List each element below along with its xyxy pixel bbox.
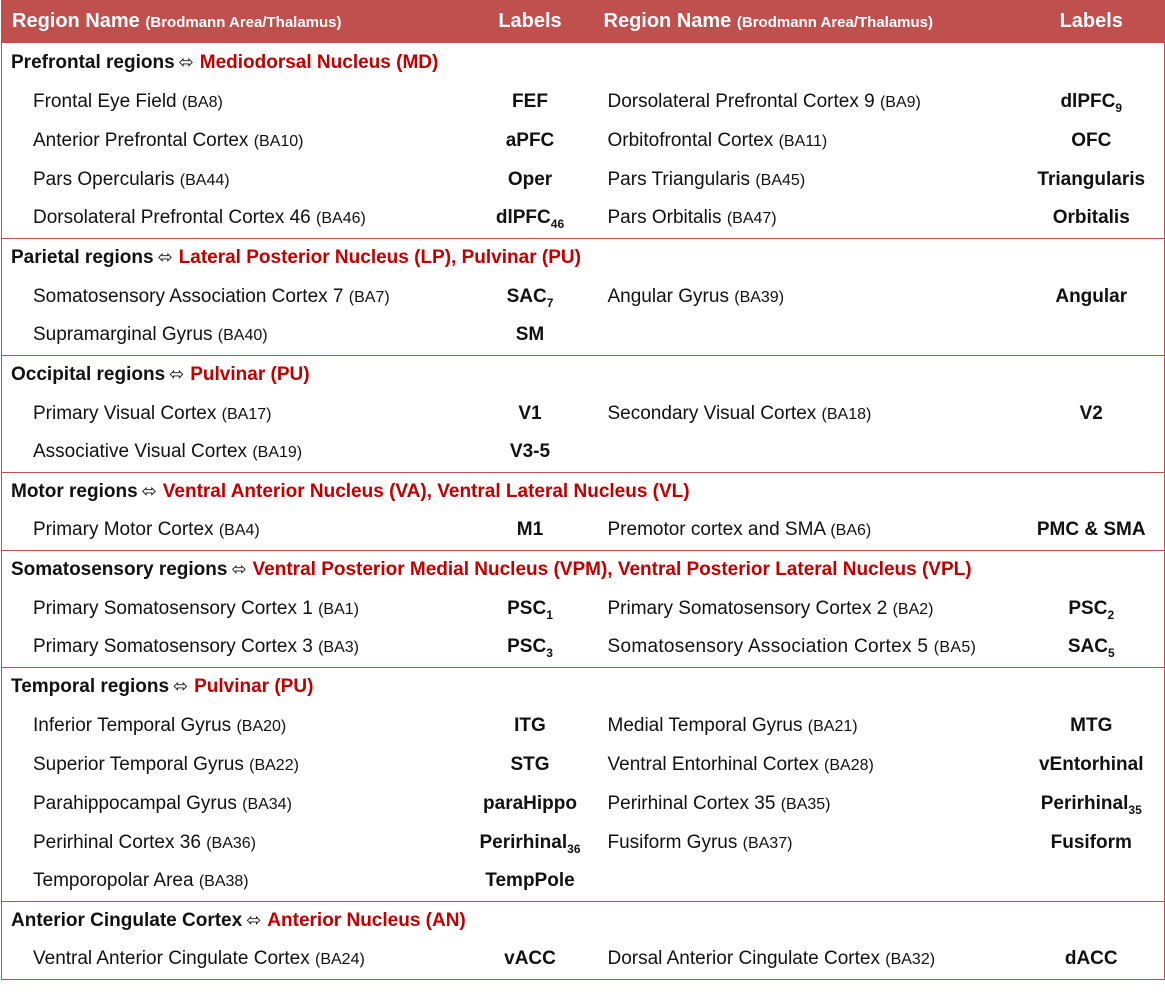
region-label-cell	[1019, 82, 1165, 121]
region-name: Dorsolateral Prefrontal Cortex 9	[607, 90, 880, 112]
region-name: Primary Motor Cortex	[33, 519, 219, 541]
region-label: dACC	[1064, 948, 1118, 970]
brodmann-area: (BA9)	[879, 93, 921, 111]
region-label-cell	[1019, 511, 1165, 550]
region-label: MTG	[1070, 714, 1113, 736]
group-title-cell	[2, 238, 1165, 277]
label-subscript: 9	[1115, 100, 1123, 115]
region-label: Perirhinal	[479, 831, 568, 853]
group-title-cell	[2, 472, 1165, 511]
region-name-cell	[594, 511, 1019, 550]
region-name-cell	[594, 628, 1019, 667]
label-subscript: 46	[550, 217, 565, 232]
table-row	[2, 706, 1165, 745]
region-name-cell	[594, 394, 1019, 433]
region-name-cell	[2, 316, 467, 355]
region-label: Orbitalis	[1052, 207, 1130, 229]
region-label-cell	[467, 121, 594, 160]
brodmann-area: (BA18)	[821, 405, 872, 423]
region-label-cell	[467, 511, 594, 550]
region-label: V2	[1079, 402, 1103, 424]
region-label-cell	[1019, 121, 1165, 160]
brodmann-area: (BA17)	[221, 405, 272, 423]
region-label: aPFC	[505, 129, 555, 151]
thalamic-nucleus: Pulvinar (PU)	[194, 675, 314, 697]
region-label: SAC	[506, 285, 547, 307]
region-label: PSC	[1068, 597, 1108, 619]
region-label-cell	[467, 706, 594, 745]
region-name: Pars Orbitalis	[607, 207, 727, 229]
region-label-cell	[1019, 628, 1165, 667]
group-header-row	[2, 667, 1165, 706]
brodmann-area: (BA7)	[348, 288, 390, 306]
region-label: V3-5	[509, 441, 551, 463]
group-header-row	[2, 43, 1165, 82]
region-name-cell	[2, 706, 467, 745]
region-label-cell	[1019, 862, 1165, 901]
brodmann-area: (BA19)	[252, 444, 303, 462]
thalamic-nucleus: Ventral Anterior Nucleus (VA), Ventral Lateral Nucleus (VL)	[162, 480, 690, 502]
region-name-cell	[594, 589, 1019, 628]
brodmann-area: (BA46)	[316, 210, 366, 228]
table-body	[2, 43, 1165, 979]
region-name: Primary Somatosensory Cortex 1	[33, 597, 319, 619]
group-header-row	[2, 355, 1165, 394]
region-label-cell	[467, 433, 594, 472]
label-subscript: 5	[1107, 646, 1115, 661]
region-label: Perirhinal	[1040, 792, 1129, 814]
region-name: Primary Somatosensory Cortex 2	[607, 597, 893, 619]
region-name-cell	[2, 394, 467, 433]
label-subscript: 7	[546, 295, 554, 310]
brodmann-area: (BA24)	[315, 951, 365, 969]
brodmann-thalamus-table	[1, 0, 1164, 980]
thalamic-nucleus: Ventral Posterior Medial Nucleus (VPM), Ventral Posterior Lateral Nucleus (VPL)	[252, 558, 972, 580]
region-name-cell	[594, 940, 1019, 979]
thalamic-nucleus: Pulvinar (PU)	[190, 363, 310, 385]
region-name: Superior Temporal Gyrus	[33, 753, 250, 775]
brodmann-area: (BA11)	[778, 132, 828, 150]
region-label-cell	[467, 82, 594, 121]
region-name: Secondary Visual Cortex	[607, 402, 822, 424]
region-label: PSC	[507, 597, 547, 619]
region-name: Somatosensory Association Cortex 5	[607, 636, 934, 658]
region-label: M1	[516, 519, 544, 541]
group-header-row	[2, 901, 1165, 940]
region-label: vEntorhinal	[1038, 753, 1144, 775]
group-title: Occipital regions	[11, 363, 166, 385]
brodmann-area: (BA3)	[318, 639, 359, 657]
region-name: Temporopolar Area	[33, 870, 199, 892]
table-row	[2, 628, 1165, 667]
region-name-cell	[2, 511, 467, 550]
region-name-cell	[2, 433, 467, 472]
region-label-cell	[1019, 823, 1165, 862]
region-table	[1, 0, 1165, 980]
brodmann-area: (BA2)	[892, 600, 934, 618]
region-name: Angular Gyrus	[607, 285, 735, 307]
region-name-cell	[2, 862, 467, 901]
region-label-cell	[467, 784, 594, 823]
region-name-cell	[594, 862, 1019, 901]
region-name-cell	[2, 940, 467, 979]
region-name: Parahippocampal Gyrus	[33, 792, 243, 814]
region-name: Pars Opercularis	[33, 168, 180, 190]
table-row	[2, 745, 1165, 784]
region-label: dlPFC	[1060, 90, 1116, 112]
label-subscript: 35	[1128, 802, 1142, 817]
brodmann-area: (BA22)	[249, 756, 299, 774]
region-label-cell	[1019, 589, 1165, 628]
header-labels-left: Labels	[498, 10, 562, 32]
region-name-cell	[594, 706, 1019, 745]
region-name-cell	[2, 121, 467, 160]
region-name: Somatosensory Association Cortex 7	[33, 285, 349, 307]
table-row	[2, 433, 1165, 472]
header-region-name-left: Region Name (Brodmann Area/Thalamus)	[12, 10, 342, 32]
region-label-cell	[1019, 316, 1165, 355]
thalamic-nucleus: Lateral Posterior Nucleus (LP), Pulvinar (PU)	[178, 246, 581, 268]
group-header-row	[2, 550, 1165, 589]
brodmann-area: (BA6)	[830, 522, 872, 540]
brodmann-area: (BA32)	[885, 951, 936, 969]
region-name-cell	[2, 745, 467, 784]
region-label: dlPFC	[495, 207, 551, 229]
region-label-cell	[467, 160, 594, 199]
brodmann-area: (BA5)	[933, 639, 977, 657]
brodmann-area: (BA20)	[236, 717, 287, 735]
region-label-cell	[1019, 940, 1165, 979]
region-name: Anterior Prefrontal Cortex	[33, 129, 254, 151]
region-name-cell	[594, 199, 1019, 238]
region-label-cell	[467, 277, 594, 316]
region-name-cell	[594, 160, 1019, 199]
region-label-cell	[1019, 745, 1165, 784]
region-label-cell	[1019, 784, 1165, 823]
region-label: TempPole	[485, 870, 575, 892]
brodmann-area: (BA39)	[734, 288, 785, 306]
region-name-cell	[594, 823, 1019, 862]
group-title: Motor regions	[11, 480, 138, 502]
group-title-cell	[2, 550, 1165, 589]
bidirectional-arrow-icon: ⬄	[231, 558, 247, 579]
region-label: Oper	[507, 168, 553, 190]
region-label-cell	[1019, 277, 1165, 316]
brodmann-area: (BA37)	[742, 834, 793, 852]
table-row	[2, 121, 1165, 160]
header-row	[2, 0, 1165, 43]
region-label: Angular	[1055, 285, 1128, 307]
region-label-cell	[1019, 394, 1165, 433]
region-label-cell	[1019, 433, 1165, 472]
region-label: SM	[515, 324, 545, 346]
region-name-cell	[2, 160, 467, 199]
brodmann-area: (BA36)	[206, 834, 256, 852]
region-label: OFC	[1071, 129, 1112, 151]
region-label: Triangularis	[1037, 168, 1146, 190]
region-name-cell	[2, 628, 467, 667]
region-name-cell	[594, 745, 1019, 784]
region-label-cell	[1019, 160, 1165, 199]
region-name-cell	[2, 277, 467, 316]
region-label-cell	[1019, 706, 1165, 745]
table-row	[2, 160, 1165, 199]
region-label-cell	[467, 394, 594, 433]
region-name-cell	[2, 82, 467, 121]
region-label-cell	[467, 940, 594, 979]
table-header	[2, 0, 1165, 43]
region-name: Pars Triangularis	[607, 168, 756, 190]
region-name: Ventral Anterior Cingulate Cortex	[33, 948, 315, 970]
region-name: Dorsolateral Prefrontal Cortex 46	[33, 207, 317, 229]
header-region-name-right: Region Name (Brodmann Area/Thalamus)	[603, 10, 934, 32]
region-name-cell	[594, 316, 1019, 355]
region-name: Premotor cortex and SMA	[607, 519, 831, 541]
brodmann-area: (BA21)	[807, 717, 858, 735]
brodmann-area: (BA40)	[217, 327, 268, 345]
brodmann-area: (BA34)	[242, 795, 292, 813]
table-row	[2, 589, 1165, 628]
thalamic-nucleus: Anterior Nucleus (AN)	[267, 909, 466, 931]
region-name: Perirhinal Cortex 36	[33, 831, 207, 853]
region-label-cell	[467, 745, 594, 784]
region-name: Perirhinal Cortex 35	[607, 792, 781, 814]
table-row	[2, 277, 1165, 316]
group-header-row	[2, 238, 1165, 277]
region-name: Primary Somatosensory Cortex 3	[33, 636, 319, 658]
table-row	[2, 940, 1165, 979]
region-label: ITG	[514, 714, 546, 736]
bidirectional-arrow-icon: ⬄	[178, 51, 194, 72]
thalamic-nucleus: Mediodorsal Nucleus (MD)	[199, 51, 439, 73]
region-name: Inferior Temporal Gyrus	[33, 714, 237, 736]
region-label-cell	[1019, 199, 1165, 238]
bidirectional-arrow-icon: ⬄	[141, 480, 157, 501]
region-label-cell	[467, 628, 594, 667]
region-label-cell	[467, 199, 594, 238]
region-name-cell	[594, 433, 1019, 472]
region-label: V1	[518, 402, 542, 424]
region-name-cell	[2, 199, 467, 238]
group-title: Prefrontal regions	[11, 51, 175, 73]
brodmann-area: (BA47)	[726, 210, 777, 228]
region-label: Fusiform	[1050, 831, 1132, 853]
region-name-cell	[594, 121, 1019, 160]
brodmann-area: (BA35)	[780, 795, 831, 813]
region-name: Orbitofrontal Cortex	[607, 129, 779, 151]
region-label: SAC	[1067, 636, 1108, 658]
region-label: paraHippo	[483, 792, 577, 814]
region-name-cell	[2, 823, 467, 862]
table-row	[2, 784, 1165, 823]
region-label: FEF	[512, 90, 548, 112]
table-row	[2, 82, 1165, 121]
group-title: Anterior Cingulate Cortex	[11, 909, 243, 931]
region-label-cell	[467, 862, 594, 901]
bidirectional-arrow-icon: ⬄	[173, 675, 189, 696]
region-label-cell	[467, 589, 594, 628]
label-subscript: 1	[546, 607, 553, 622]
region-label-cell	[467, 823, 594, 862]
region-name: Fusiform Gyrus	[607, 831, 743, 853]
bidirectional-arrow-icon: ⬄	[246, 909, 262, 930]
group-title-cell	[2, 667, 1165, 706]
group-title: Temporal regions	[11, 675, 170, 697]
region-name-cell	[594, 82, 1019, 121]
region-name: Medial Temporal Gyrus	[607, 714, 808, 736]
table-row	[2, 862, 1165, 901]
table-row	[2, 394, 1165, 433]
region-label: vACC	[504, 948, 556, 970]
region-name: Supramarginal Gyrus	[33, 324, 218, 346]
region-name: Primary Visual Cortex	[33, 402, 222, 424]
brodmann-area: (BA10)	[253, 132, 304, 150]
group-header-row	[2, 472, 1165, 511]
bidirectional-arrow-icon: ⬄	[157, 246, 173, 267]
group-title-cell	[2, 355, 1165, 394]
table-row	[2, 511, 1165, 550]
region-label: PSC	[507, 636, 547, 658]
table-row	[2, 199, 1165, 238]
group-title-cell	[2, 43, 1165, 82]
brodmann-area: (BA8)	[181, 93, 223, 111]
region-name: Frontal Eye Field	[33, 90, 182, 112]
label-subscript: 36	[567, 841, 581, 856]
region-label-cell	[467, 316, 594, 355]
group-title: Somatosensory regions	[11, 558, 228, 580]
brodmann-area: (BA38)	[198, 873, 249, 891]
region-name-cell	[594, 277, 1019, 316]
brodmann-area: (BA1)	[318, 600, 359, 618]
group-title-cell	[2, 901, 1165, 940]
table-row	[2, 823, 1165, 862]
brodmann-area: (BA45)	[755, 171, 806, 189]
label-subscript: 3	[546, 646, 553, 661]
region-name: Associative Visual Cortex	[33, 441, 253, 463]
bidirectional-arrow-icon: ⬄	[169, 363, 185, 384]
table-row	[2, 316, 1165, 355]
group-title: Parietal regions	[11, 246, 154, 268]
region-name-cell	[594, 784, 1019, 823]
region-name-cell	[2, 784, 467, 823]
region-label: STG	[510, 753, 550, 775]
region-name-cell	[2, 589, 467, 628]
brodmann-area: (BA28)	[824, 756, 874, 774]
region-name: Ventral Entorhinal Cortex	[607, 753, 825, 775]
header-labels-right: Labels	[1059, 10, 1123, 32]
label-subscript: 2	[1107, 607, 1115, 622]
region-name: Dorsal Anterior Cingulate Cortex	[607, 948, 886, 970]
region-label: PMC & SMA	[1036, 519, 1146, 541]
brodmann-area: (BA4)	[218, 522, 260, 540]
brodmann-area: (BA44)	[179, 171, 230, 189]
